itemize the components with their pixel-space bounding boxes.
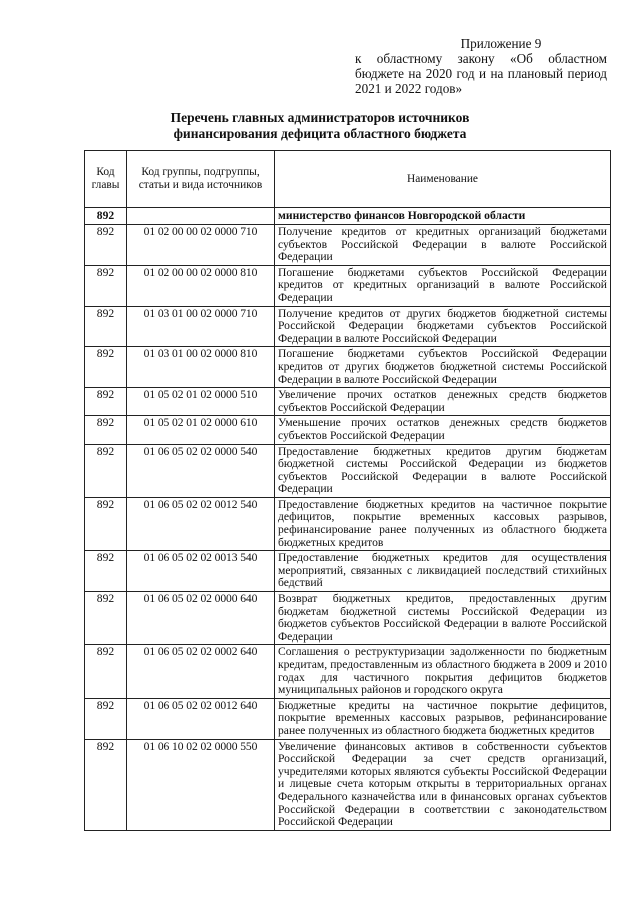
chapter-code-cell: 892 [85,265,127,306]
source-name-cell: Бюджетные кредиты на частичное покрытие дефицитов, покрытие временных кассовых разрывов, рефинансирование ранее полученных из областного бюджета бюджетных кредитов [275,698,611,739]
table-row [85,306,611,347]
source-code-cell: 01 05 02 01 02 0000 510 [127,388,275,416]
chapter-code-cell: 892 [85,444,127,497]
source-name-cell: Уменьшение прочих остатков денежных средств бюджетов субъектов Российской Федерации [275,416,611,444]
title-line-1: Перечень главных администраторов источников [170,110,470,125]
table-row [85,497,611,550]
source-code-cell: 01 05 02 01 02 0000 610 [127,416,275,444]
table-row [85,416,611,444]
ministry-name: министерство финансов Новгородской области [275,208,611,225]
source-name-cell: Возврат бюджетных кредитов, предоставленных другим бюджетам бюджетной системы Российской Федерации из бюджетов субъектов Российской Федерации в валюте Российской Федерации [275,592,611,645]
table-row [85,698,611,739]
table-row [85,739,611,830]
source-code-cell: 01 06 05 02 02 0012 640 [127,698,275,739]
chapter-code-cell: 892 [85,497,127,550]
chapter-code-cell: 892 [85,592,127,645]
table-row [85,444,611,497]
table-row [85,225,611,266]
source-name-cell: Получение кредитов от кредитных организаций бюджетами субъектов Российской Федерации в валюте Российской Федерации [275,225,611,266]
table-row [85,551,611,592]
table-row [85,592,611,645]
source-code-cell: 01 06 05 02 02 0002 640 [127,645,275,698]
chapter-code-cell: 892 [85,306,127,347]
source-name-cell: Соглашения о реструктуризации задолженности по бюджетным кредитам, предоставленным из областного бюджета в 2009 и 2010 годах для частичного покрытия дефицитов бюджетов муниципальных районов и городского округа [275,645,611,698]
source-code-cell: 01 06 10 02 02 0000 550 [127,739,275,830]
source-name-cell: Погашение бюджетами субъектов Российской Федерации кредитов от кредитных организаций в валюте Российской Федерации [275,265,611,306]
chapter-code-cell: 892 [85,551,127,592]
chapter-code-cell: 892 [85,347,127,388]
page-title [0,110,640,142]
source-name-cell: Предоставление бюджетных кредитов другим бюджетам бюджетной системы Российской Федерации из бюджетов субъектов Российской Федерации в валюте Российской Федерации [275,444,611,497]
header-source-code: Код группы, подгруппы, статьи и вида источников [127,151,275,208]
header-chapter-code: Код главы [85,151,127,208]
source-name-cell: Увеличение финансовых активов в собственности субъектов Российской Федерации за счет средств организаций, учредителями которых являются субъекты Российской Федерации и лицевые счета которым открыты в территориальных органах Федерального казначейства или в финансовых органах субъектов Российской Федерации в соответствии с законодательством Российской Федерации [275,739,611,830]
source-code-cell: 01 03 01 00 02 0000 810 [127,347,275,388]
source-name-cell: Предоставление бюджетных кредитов на частичное покрытие дефицитов, покрытие временных кассовых разрывов, рефинансирование ранее полученных из областного бюджета бюджетных кредитов [275,497,611,550]
source-code-cell: 01 02 00 00 02 0000 810 [127,265,275,306]
source-name-cell: Погашение бюджетами субъектов Российской Федерации кредитов от других бюджетов бюджетной системы Российской Федерации в валюте Российской Федерации [275,347,611,388]
header-name: Наименование [275,151,611,208]
source-code-cell: 01 03 01 00 02 0000 710 [127,306,275,347]
table-row [85,265,611,306]
ministry-row [85,208,611,225]
chapter-code-cell: 892 [85,416,127,444]
appendix-text: к областному закону «Об областном бюджете на 2020 год и на плановый период 2021 и 2022 годов» [355,51,607,96]
chapter-code-cell: 892 [85,645,127,698]
source-name-cell: Предоставление бюджетных кредитов для осуществления мероприятий, связанных с ликвидацией последствий стихийных бедствий [275,551,611,592]
ministry-source-empty [127,208,275,225]
table-row [85,645,611,698]
source-code-cell: 01 06 05 02 02 0000 540 [127,444,275,497]
title-line-2: финансирования дефицита областного бюджета [173,126,467,141]
table-row [85,388,611,416]
source-code-cell: 01 06 05 02 02 0000 640 [127,592,275,645]
administrators-table [84,150,611,831]
source-code-cell: 01 06 05 02 02 0013 540 [127,551,275,592]
appendix-note [355,36,607,96]
chapter-code-cell: 892 [85,225,127,266]
source-name-cell: Увеличение прочих остатков денежных средств бюджетов субъектов Российской Федерации [275,388,611,416]
source-code-cell: 01 02 00 00 02 0000 710 [127,225,275,266]
table-header-row [85,151,611,208]
table-row [85,347,611,388]
chapter-code-cell: 892 [85,388,127,416]
chapter-code-cell: 892 [85,698,127,739]
appendix-number: Приложение 9 [460,36,542,51]
ministry-code: 892 [85,208,127,225]
source-name-cell: Получение кредитов от других бюджетов бюджетной системы Российской Федерации бюджетами субъектов Российской Федерации в валюте Российской Федерации [275,306,611,347]
source-code-cell: 01 06 05 02 02 0012 540 [127,497,275,550]
chapter-code-cell: 892 [85,739,127,830]
